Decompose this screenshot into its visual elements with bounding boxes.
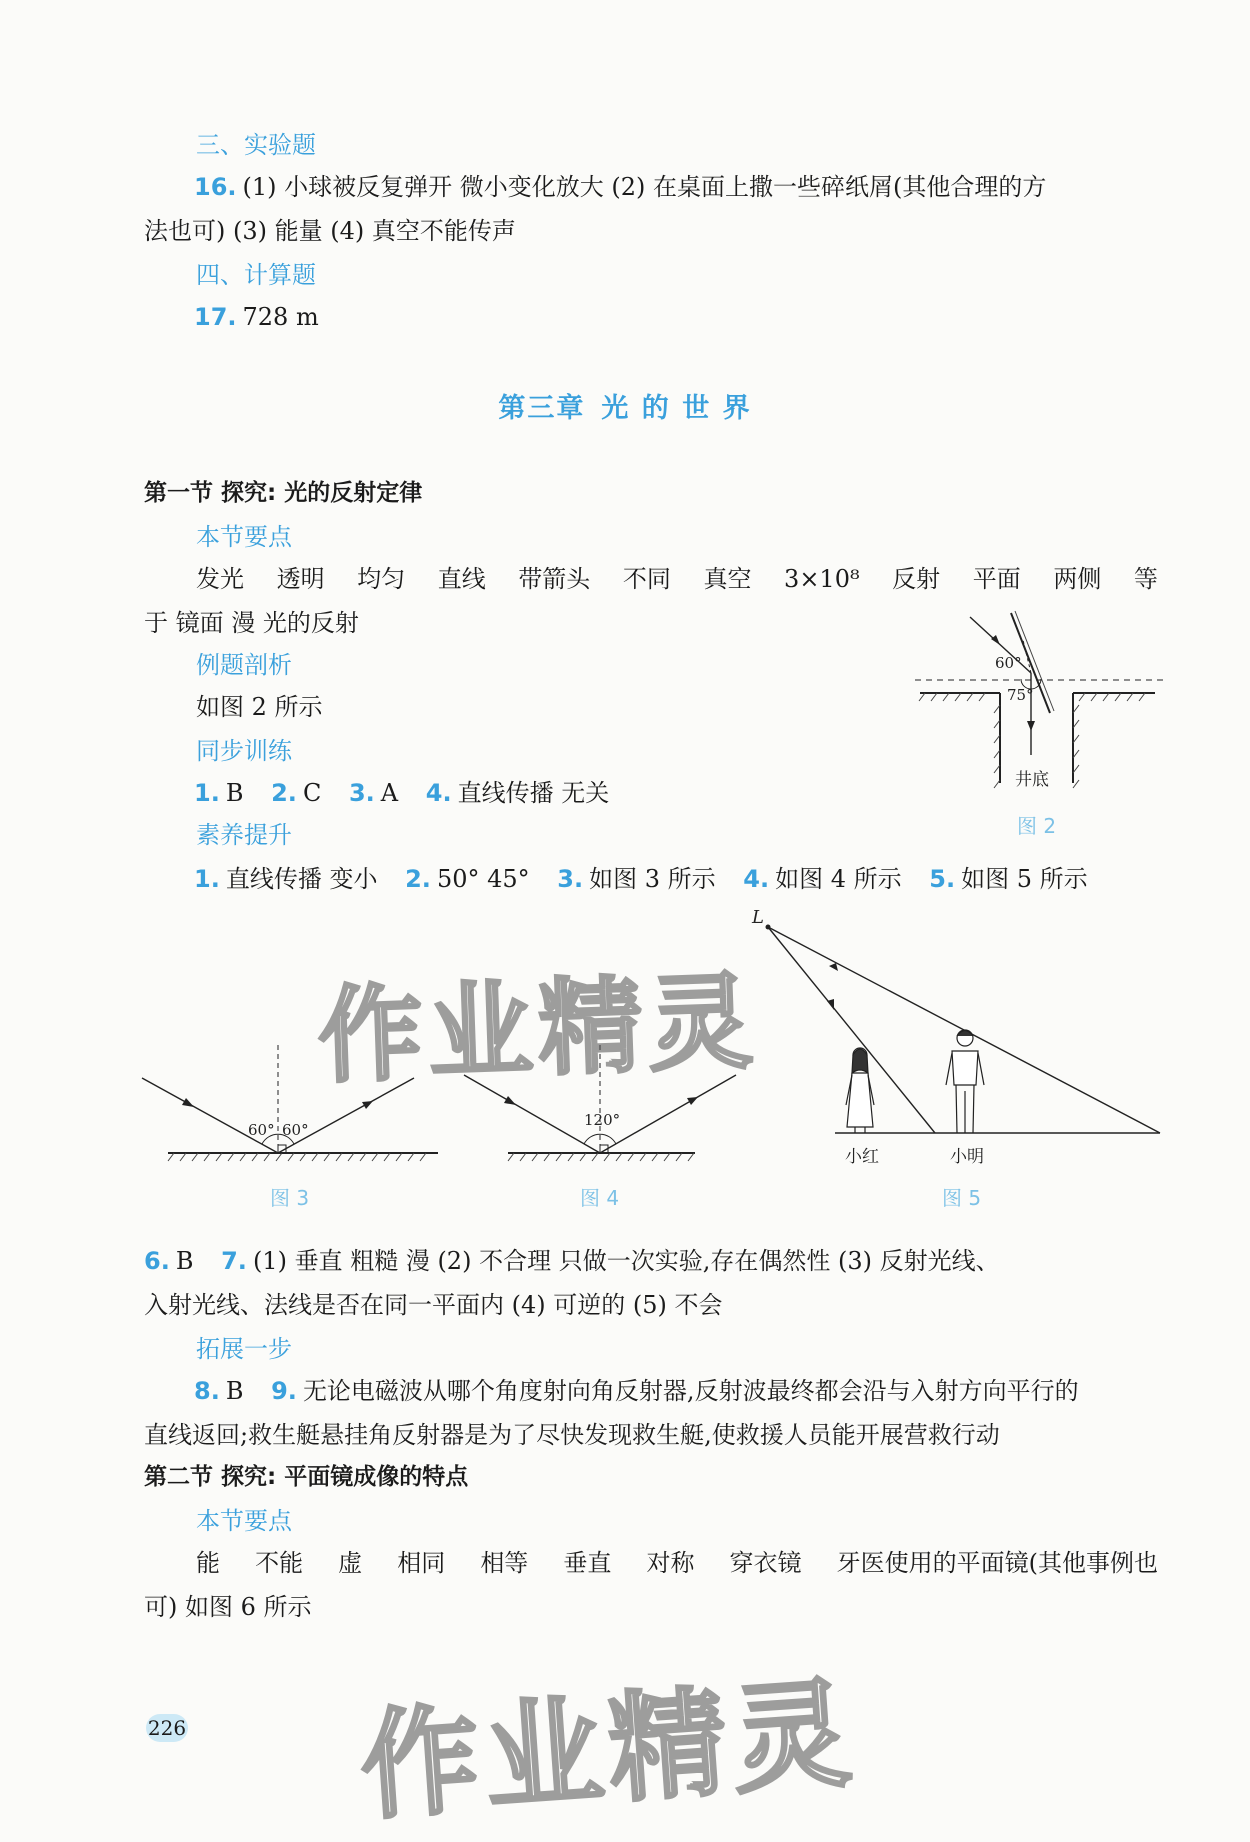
kw-11: 两侧 — [1053, 565, 1102, 593]
q8-answer: B — [225, 1377, 244, 1405]
q16-answer-line1: (1) 小球被反复弹开 微小变化放大 (2) 在桌面上撒一些碎纸屑(其他合理的方 — [242, 173, 1047, 201]
q7-answer-line1: (1) 垂直 粗糙 漫 (2) 不合理 只做一次实验,存在偶然性 (3) 反射光线、 — [252, 1247, 1000, 1275]
lit-2-number: 2. — [405, 865, 431, 893]
q16-line1 — [194, 172, 1046, 202]
figure-4-caption: 图 4 — [580, 1186, 620, 1210]
sec1-sync-answers — [194, 778, 609, 808]
sec2-kw-5: 相等 — [480, 1549, 529, 1577]
sync-1-answer: B — [225, 779, 244, 807]
sec1-example-text: 如图 2 所示 — [196, 693, 323, 721]
figure-5-caption: 图 5 — [942, 1186, 982, 1210]
kw-5: 带箭头 — [518, 565, 591, 593]
q6-answer: B — [175, 1247, 194, 1275]
sec2-kw-3: 虚 — [338, 1549, 363, 1577]
sec1-sync-heading: 同步训练 — [196, 737, 292, 765]
q17-answer: 728 m — [242, 303, 319, 331]
sec2-kw-7: 对称 — [646, 1549, 695, 1577]
figure-2-caption: 图 2 — [1017, 814, 1057, 838]
watermark-upper: 作业精灵 — [316, 960, 761, 1098]
page-number: 226 — [147, 1716, 187, 1740]
lit-1-number: 1. — [194, 865, 220, 893]
lit-2-answer: 50° 45° — [436, 865, 530, 893]
q16-answer-line2: 法也可) (3) 能量 (4) 真空不能传声 — [144, 217, 516, 245]
section2-title: 第二节 探究: 平面镜成像的特点 — [144, 1464, 469, 1490]
q8-q9-line1 — [194, 1376, 1079, 1406]
sync-3-answer: A — [380, 779, 399, 807]
sync-2-number: 2. — [271, 779, 297, 807]
figure-3-caption: 图 3 — [270, 1186, 310, 1210]
q17-number: 17. — [194, 303, 237, 331]
figure-2-well-diagram — [915, 605, 1175, 795]
sec2-kw-2: 不能 — [255, 1549, 304, 1577]
person-xiaoming-figure — [946, 1030, 984, 1133]
sec2-kw-4: 相同 — [397, 1549, 446, 1577]
sync-3-number: 3. — [348, 779, 375, 807]
sec1-keypoints-line2: 于 镜面 漫 光的反射 — [144, 609, 359, 637]
figure-5-light-shadow-diagram — [750, 905, 1170, 1185]
kw-2: 透明 — [276, 565, 325, 593]
q9-number: 9. — [271, 1377, 297, 1405]
lit-4-answer: 如图 4 所示 — [775, 865, 902, 893]
q16-number: 16. — [194, 173, 237, 201]
section-calc-heading: 四、计算题 — [196, 261, 316, 289]
kw-8: 3×10⁸ — [784, 565, 860, 593]
sec2-keypoints-heading: 本节要点 — [196, 1507, 292, 1535]
sec1-extend-heading: 拓展一步 — [196, 1335, 292, 1363]
section1-title: 第一节 探究: 光的反射定律 — [144, 480, 423, 506]
sync-4-number: 4. — [425, 779, 452, 807]
sec1-keypoints-line1 — [196, 564, 1158, 594]
q6-q7-line1 — [144, 1246, 1000, 1276]
sec1-example-heading: 例题剖析 — [196, 651, 292, 679]
q7-number: 7. — [221, 1247, 247, 1275]
lit-1-answer: 直线传播 变小 — [225, 865, 378, 893]
q17-line — [194, 302, 319, 332]
sec2-kw-1: 能 — [196, 1549, 220, 1577]
sec1-keypoints-heading: 本节要点 — [196, 523, 292, 551]
kw-3: 均匀 — [357, 565, 406, 593]
lit-3-answer: 如图 3 所示 — [589, 865, 716, 893]
fig4-angle: 120° — [584, 1111, 621, 1129]
q6-number: 6. — [144, 1247, 170, 1275]
sec2-kw-8: 穿衣镜 — [729, 1549, 802, 1577]
sec2-kw-9: 牙医使用的平面镜(其他事例也 — [836, 1549, 1158, 1577]
section-experiment-heading: 三、实验题 — [196, 131, 316, 159]
lit-3-number: 3. — [557, 865, 584, 893]
sec2-keypoints-line2: 可) 如图 6 所示 — [144, 1593, 312, 1621]
kw-7: 真空 — [703, 565, 752, 593]
q8-number: 8. — [194, 1377, 220, 1405]
fig2-label-bottom: 井底 — [1015, 770, 1049, 790]
fig2-angle-bottom: 75° — [1007, 686, 1034, 704]
sync-4-answer: 直线传播 无关 — [457, 779, 610, 807]
q9-answer-line1: 无论电磁波从哪个角度射向角反射器,反射波最终都会沿与入射方向平行的 — [302, 1377, 1079, 1405]
kw-6: 不同 — [622, 565, 671, 593]
lit-5-answer: 如图 5 所示 — [961, 865, 1088, 893]
watermark-lower: 作业精灵 — [356, 1663, 861, 1837]
q7-answer-line2: 入射光线、法线是否在同一平面内 (4) 可逆的 (5) 不会 — [144, 1291, 723, 1319]
chapter-title — [0, 386, 1250, 425]
fig3-angle-left: 60° — [248, 1121, 275, 1139]
chapter-name: 光 的 世 界 — [601, 393, 752, 424]
kw-4: 直线 — [437, 565, 486, 593]
chapter-number: 第三章 — [498, 393, 586, 424]
fig2-angle-top: 60° — [995, 654, 1022, 672]
kw-10: 平面 — [972, 565, 1021, 593]
lit-5-number: 5. — [929, 865, 956, 893]
sec2-keypoints-line1 — [196, 1548, 1158, 1578]
kw-1: 发光 — [196, 565, 244, 593]
person-xiaohong-figure — [846, 1048, 874, 1133]
fig5-person1-label: 小红 — [845, 1147, 879, 1167]
fig5-light-label: L — [752, 907, 764, 928]
q9-answer-line2: 直线返回;救生艇悬挂角反射器是为了尽快发现救生艇,使救援人员能开展营救行动 — [144, 1421, 1000, 1449]
kw-9: 反射 — [892, 565, 941, 593]
kw-12: 等 — [1133, 565, 1158, 593]
lit-4-number: 4. — [743, 865, 770, 893]
fig3-angle-right: 60° — [282, 1121, 309, 1139]
sync-1-number: 1. — [194, 779, 220, 807]
sec1-literacy-heading: 素养提升 — [196, 821, 292, 849]
fig5-person2-label: 小明 — [950, 1147, 984, 1167]
sec1-literacy-answers — [194, 864, 1088, 894]
sec2-kw-6: 垂直 — [563, 1549, 612, 1577]
sync-2-answer: C — [302, 779, 322, 807]
